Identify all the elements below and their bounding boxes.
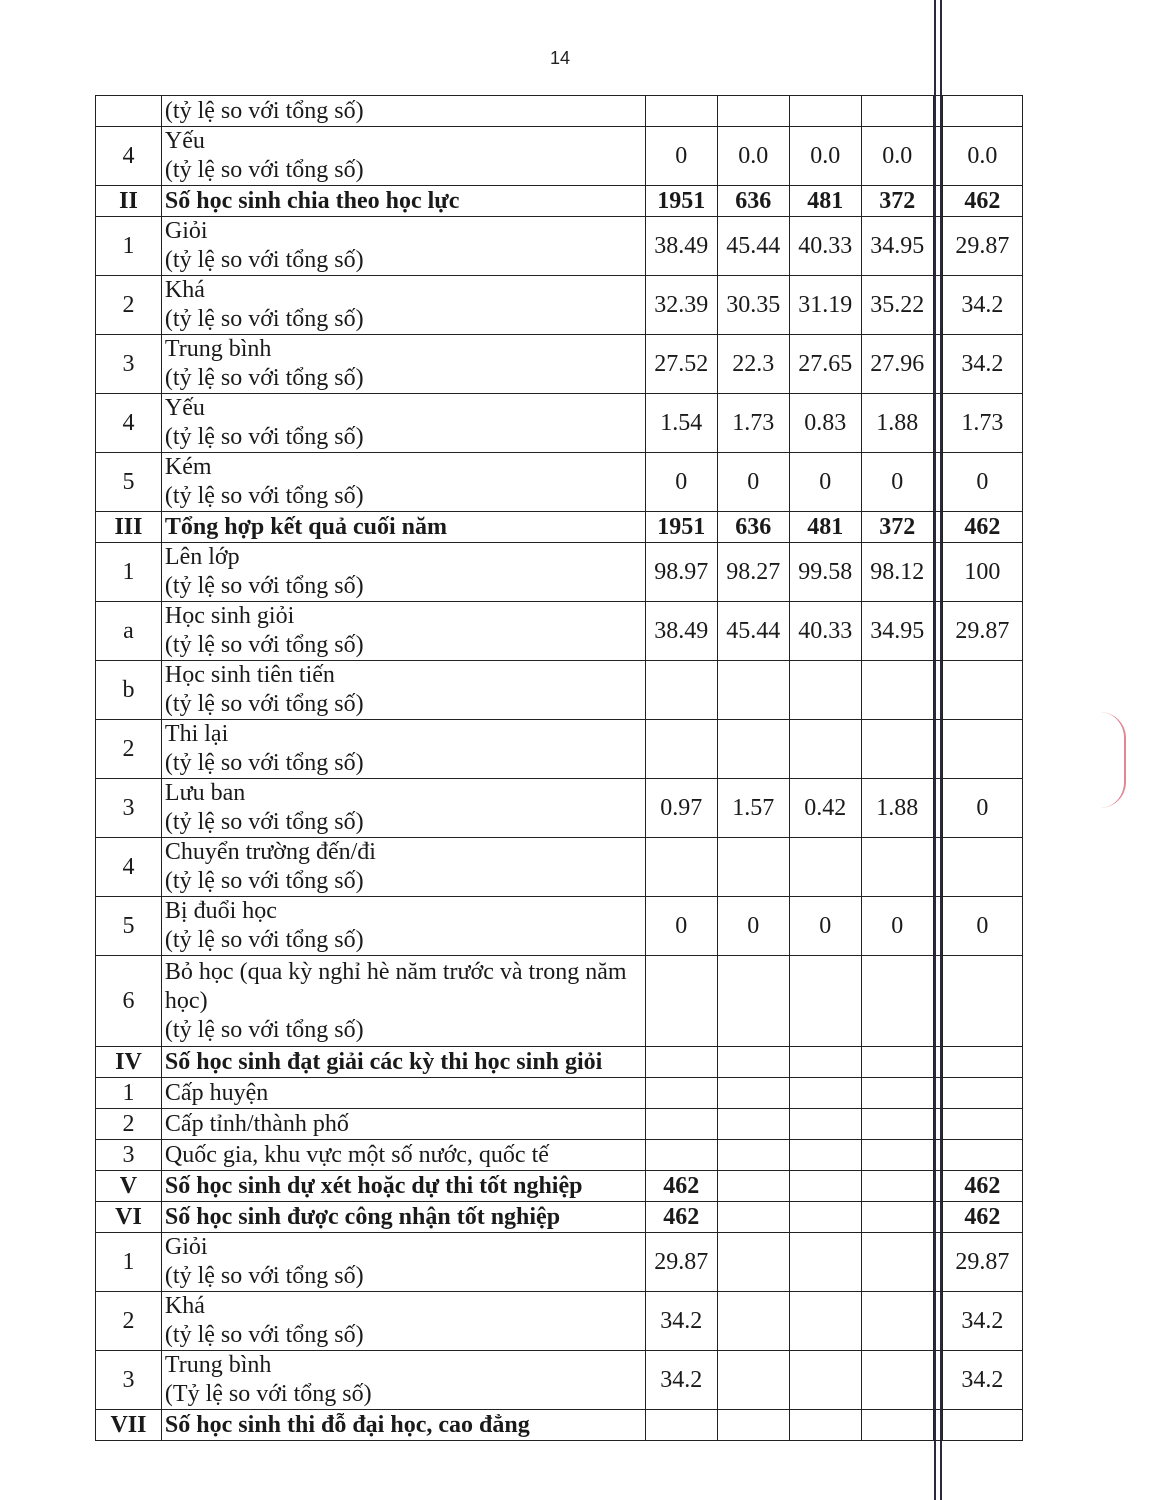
gap-cell [933, 897, 942, 956]
value-cell [861, 1410, 933, 1441]
total-cell: 34.2 [942, 1292, 1022, 1351]
value-cell [717, 1140, 789, 1171]
table-row [96, 96, 1023, 127]
row-number: III [96, 512, 162, 543]
row-number: II [96, 186, 162, 217]
row-label [161, 1171, 645, 1202]
value-cell [717, 661, 789, 720]
value-cell [861, 1351, 933, 1410]
total-cell: 462 [942, 1202, 1022, 1233]
row-title: Khá [164, 277, 205, 303]
row-label [161, 1292, 645, 1351]
row-number: 3 [96, 1351, 162, 1410]
value-cell [717, 1171, 789, 1202]
row-label [161, 602, 645, 661]
value-cell [789, 1351, 861, 1410]
row-number: 2 [96, 1292, 162, 1351]
value-cell: 0 [789, 897, 861, 956]
value-cell [717, 838, 789, 897]
table-row [96, 453, 1023, 512]
value-cell: 29.87 [645, 1233, 717, 1292]
row-label [161, 217, 645, 276]
row-label [161, 335, 645, 394]
table-row [96, 127, 1023, 186]
value-cell: 0.83 [789, 394, 861, 453]
value-cell [645, 838, 717, 897]
table-row [96, 394, 1023, 453]
row-label [161, 543, 645, 602]
row-subtitle: (tỷ lệ so với tổng số) [164, 157, 364, 183]
row-label [161, 1109, 645, 1140]
row-number: 4 [96, 394, 162, 453]
table-row [96, 1047, 1023, 1078]
value-cell: 0 [645, 897, 717, 956]
row-title: Số học sinh đạt giải các kỳ thi học sinh giỏi [164, 1048, 603, 1075]
table-row [96, 956, 1023, 1047]
row-number: 1 [96, 1233, 162, 1292]
value-cell: 38.49 [645, 217, 717, 276]
value-cell: 1.88 [861, 779, 933, 838]
row-title: Yếu [164, 395, 205, 421]
value-cell [789, 1171, 861, 1202]
value-cell [861, 96, 933, 127]
gap-cell [933, 1140, 942, 1171]
row-number: 5 [96, 897, 162, 956]
value-cell [789, 1140, 861, 1171]
table-row [96, 1292, 1023, 1351]
table-row [96, 1202, 1023, 1233]
value-cell [861, 1047, 933, 1078]
value-cell: 0 [645, 453, 717, 512]
row-number: V [96, 1171, 162, 1202]
gap-cell [933, 779, 942, 838]
gap-cell [933, 217, 942, 276]
row-label [161, 96, 645, 127]
gap-cell [933, 1078, 942, 1109]
gap-cell [933, 1109, 942, 1140]
value-cell [645, 1410, 717, 1441]
total-cell: 0 [942, 453, 1022, 512]
gap-cell [933, 543, 942, 602]
value-cell [789, 661, 861, 720]
gap-cell [933, 1233, 942, 1292]
table-row [96, 779, 1023, 838]
row-title: Lên lớp [164, 544, 240, 570]
total-cell [942, 96, 1022, 127]
value-cell [717, 1292, 789, 1351]
gap-cell [933, 96, 942, 127]
total-cell [942, 838, 1022, 897]
value-cell [789, 96, 861, 127]
gap-cell [933, 186, 942, 217]
table-row [96, 1078, 1023, 1109]
value-cell [717, 720, 789, 779]
row-label [161, 1047, 645, 1078]
stamp-mark [1100, 712, 1126, 808]
value-cell [861, 661, 933, 720]
row-label [161, 1410, 645, 1441]
total-cell: 29.87 [942, 602, 1022, 661]
total-cell [942, 1410, 1022, 1441]
row-subtitle: (tỷ lệ so với tổng số) [164, 750, 364, 776]
value-cell [717, 96, 789, 127]
total-cell [942, 956, 1022, 1047]
row-subtitle: (tỷ lệ so với tổng số) [164, 306, 364, 332]
value-cell [789, 1410, 861, 1441]
value-cell: 462 [645, 1171, 717, 1202]
value-cell [789, 1078, 861, 1109]
table-row [96, 720, 1023, 779]
total-cell: 0 [942, 897, 1022, 956]
row-number: 4 [96, 127, 162, 186]
row-number: IV [96, 1047, 162, 1078]
value-cell: 34.95 [861, 602, 933, 661]
value-cell: 45.44 [717, 602, 789, 661]
page-number: 14 [549, 48, 571, 68]
gap-cell [933, 1292, 942, 1351]
table-row [96, 1233, 1023, 1292]
value-cell: 372 [861, 512, 933, 543]
gap-cell [933, 1171, 942, 1202]
value-cell [645, 661, 717, 720]
value-cell [645, 720, 717, 779]
gap-cell [933, 335, 942, 394]
gap-cell [933, 276, 942, 335]
table-row [96, 276, 1023, 335]
row-label [161, 661, 645, 720]
row-title: Số học sinh chia theo học lực [164, 187, 460, 214]
row-label [161, 720, 645, 779]
row-subtitle: (tỷ lệ so với tổng số) [164, 632, 364, 658]
value-cell: 38.49 [645, 602, 717, 661]
total-cell: 0 [942, 779, 1022, 838]
table-row [96, 1109, 1023, 1140]
row-number: 3 [96, 335, 162, 394]
value-cell: 0.0 [861, 127, 933, 186]
gap-cell [933, 453, 942, 512]
row-number: VII [96, 1410, 162, 1441]
total-cell [942, 1109, 1022, 1140]
row-label [161, 1078, 645, 1109]
value-cell: 31.19 [789, 276, 861, 335]
value-cell [789, 720, 861, 779]
row-label [161, 1202, 645, 1233]
value-cell [645, 96, 717, 127]
value-cell [861, 1171, 933, 1202]
row-number: a [96, 602, 162, 661]
statistics-table [95, 95, 1023, 1441]
row-subtitle: (tỷ lệ so với tổng số) [164, 1322, 364, 1348]
value-cell: 34.95 [861, 217, 933, 276]
row-number: 1 [96, 217, 162, 276]
gap-cell [933, 512, 942, 543]
row-number [96, 96, 162, 127]
value-cell: 40.33 [789, 602, 861, 661]
row-title: Tổng hợp kết quả cuối năm [164, 513, 447, 540]
row-title: Giỏi [164, 1234, 208, 1260]
value-cell [717, 956, 789, 1047]
total-cell: 29.87 [942, 217, 1022, 276]
value-cell [789, 1109, 861, 1140]
row-title: Chuyển trường đến/đi [164, 839, 376, 865]
value-cell: 481 [789, 186, 861, 217]
row-subtitle: (tỷ lệ so với tổng số) [164, 1016, 364, 1043]
value-cell [789, 1233, 861, 1292]
value-cell [861, 956, 933, 1047]
row-number: 2 [96, 276, 162, 335]
row-label [161, 897, 645, 956]
value-cell: 1951 [645, 512, 717, 543]
value-cell: 0.42 [789, 779, 861, 838]
value-cell [645, 1047, 717, 1078]
value-cell: 0.0 [717, 127, 789, 186]
value-cell [717, 1351, 789, 1410]
row-subtitle: (Tỷ lệ so với tổng số) [164, 1381, 372, 1407]
value-cell: 0 [789, 453, 861, 512]
value-cell [717, 1047, 789, 1078]
total-cell: 34.2 [942, 1351, 1022, 1410]
table-row [96, 1140, 1023, 1171]
value-cell: 636 [717, 512, 789, 543]
value-cell [861, 1292, 933, 1351]
row-label [161, 453, 645, 512]
row-number: 1 [96, 543, 162, 602]
gap-cell [933, 661, 942, 720]
row-subtitle: (tỷ lệ so với tổng số) [164, 1263, 364, 1289]
value-cell: 0.0 [789, 127, 861, 186]
value-cell: 45.44 [717, 217, 789, 276]
value-cell: 99.58 [789, 543, 861, 602]
row-title: Số học sinh thi đỗ đại học, cao đẳng [164, 1411, 530, 1438]
row-subtitle: (tỷ lệ so với tổng số) [164, 927, 364, 953]
value-cell: 636 [717, 186, 789, 217]
value-cell [861, 838, 933, 897]
row-number: 2 [96, 1109, 162, 1140]
gap-cell [933, 1351, 942, 1410]
row-label [161, 186, 645, 217]
row-title: Trung bình [164, 336, 272, 362]
row-label [161, 779, 645, 838]
gap-cell [933, 1202, 942, 1233]
value-cell [861, 1202, 933, 1233]
row-subtitle: (tỷ lệ so với tổng số) [164, 809, 364, 835]
total-cell: 462 [942, 186, 1022, 217]
value-cell [645, 1078, 717, 1109]
total-cell: 29.87 [942, 1233, 1022, 1292]
value-cell: 0 [861, 897, 933, 956]
row-label [161, 394, 645, 453]
row-title: Giỏi [164, 218, 208, 244]
value-cell: 0 [645, 127, 717, 186]
value-cell: 1.54 [645, 394, 717, 453]
row-title: Lưu ban [164, 780, 246, 806]
total-cell: 462 [942, 512, 1022, 543]
value-cell [789, 838, 861, 897]
row-title: Bỏ học (qua kỳ nghỉ hè năm trước và trong năm học) [164, 958, 627, 1014]
value-cell [861, 720, 933, 779]
row-label [161, 127, 645, 186]
total-cell [942, 1047, 1022, 1078]
row-subtitle: (tỷ lệ so với tổng số) [164, 247, 364, 273]
table-row [96, 543, 1023, 602]
row-number: VI [96, 1202, 162, 1233]
value-cell: 34.2 [645, 1351, 717, 1410]
value-cell: 32.39 [645, 276, 717, 335]
row-subtitle: (tỷ lệ so với tổng số) [164, 365, 364, 391]
value-cell: 27.52 [645, 335, 717, 394]
total-cell: 34.2 [942, 335, 1022, 394]
value-cell [717, 1202, 789, 1233]
row-label [161, 1233, 645, 1292]
value-cell [789, 1047, 861, 1078]
row-number: b [96, 661, 162, 720]
value-cell [861, 1109, 933, 1140]
value-cell: 40.33 [789, 217, 861, 276]
row-number: 3 [96, 779, 162, 838]
row-label [161, 956, 645, 1047]
value-cell: 22.3 [717, 335, 789, 394]
value-cell [789, 956, 861, 1047]
value-cell: 481 [789, 512, 861, 543]
value-cell: 0 [717, 453, 789, 512]
row-number: 5 [96, 453, 162, 512]
row-number: 6 [96, 956, 162, 1047]
row-title: Bị đuổi học [164, 898, 277, 924]
value-cell [645, 1140, 717, 1171]
row-number: 2 [96, 720, 162, 779]
row-title: Cấp tỉnh/thành phố [164, 1110, 349, 1137]
row-subtitle: (tỷ lệ so với tổng số) [164, 868, 364, 894]
gap-cell [933, 720, 942, 779]
value-cell: 35.22 [861, 276, 933, 335]
total-cell [942, 661, 1022, 720]
value-cell: 98.12 [861, 543, 933, 602]
row-number: 4 [96, 838, 162, 897]
value-cell [861, 1140, 933, 1171]
table-row [96, 1171, 1023, 1202]
row-title: Quốc gia, khu vực một số nước, quốc tế [164, 1141, 549, 1168]
row-label [161, 1140, 645, 1171]
value-cell [717, 1233, 789, 1292]
value-cell: 98.27 [717, 543, 789, 602]
value-cell: 1951 [645, 186, 717, 217]
value-cell: 30.35 [717, 276, 789, 335]
row-label [161, 838, 645, 897]
row-subtitle: (tỷ lệ so với tổng số) [164, 424, 364, 450]
value-cell: 1.88 [861, 394, 933, 453]
row-subtitle: (tỷ lệ so với tổng số) [164, 97, 364, 124]
value-cell [861, 1233, 933, 1292]
value-cell [789, 1292, 861, 1351]
gap-cell [933, 1410, 942, 1441]
value-cell [717, 1410, 789, 1441]
gap-cell [933, 956, 942, 1047]
value-cell: 0.97 [645, 779, 717, 838]
row-label [161, 276, 645, 335]
table-row [96, 661, 1023, 720]
value-cell [789, 1202, 861, 1233]
row-title: Số học sinh được công nhận tốt nghiệp [164, 1203, 561, 1230]
row-label [161, 1351, 645, 1410]
gap-cell [933, 602, 942, 661]
gap-cell [933, 1047, 942, 1078]
value-cell: 462 [645, 1202, 717, 1233]
table-row [96, 335, 1023, 394]
table-row [96, 1351, 1023, 1410]
row-number: 1 [96, 1078, 162, 1109]
table-row [96, 897, 1023, 956]
value-cell [645, 956, 717, 1047]
value-cell: 27.96 [861, 335, 933, 394]
total-cell: 100 [942, 543, 1022, 602]
table-row [96, 217, 1023, 276]
value-cell: 0 [717, 897, 789, 956]
total-cell: 1.73 [942, 394, 1022, 453]
row-title: Học sinh giỏi [164, 603, 295, 629]
row-title: Yếu [164, 128, 205, 154]
row-subtitle: (tỷ lệ so với tổng số) [164, 691, 364, 717]
row-title: Cấp huyện [164, 1079, 269, 1106]
table-row [96, 1410, 1023, 1441]
row-title: Học sinh tiên tiến [164, 662, 335, 688]
total-cell: 0.0 [942, 127, 1022, 186]
gap-cell [933, 394, 942, 453]
table-row [96, 602, 1023, 661]
value-cell [717, 1078, 789, 1109]
value-cell: 372 [861, 186, 933, 217]
value-cell: 1.73 [717, 394, 789, 453]
value-cell: 98.97 [645, 543, 717, 602]
value-cell: 0 [861, 453, 933, 512]
row-subtitle: (tỷ lệ so với tổng số) [164, 483, 364, 509]
total-cell: 34.2 [942, 276, 1022, 335]
total-cell [942, 720, 1022, 779]
row-title: Kém [164, 454, 212, 480]
value-cell [717, 1109, 789, 1140]
gap-cell [933, 838, 942, 897]
row-title: Khá [164, 1293, 205, 1319]
value-cell: 1.57 [717, 779, 789, 838]
value-cell: 34.2 [645, 1292, 717, 1351]
table-row [96, 186, 1023, 217]
row-number: 3 [96, 1140, 162, 1171]
table-row [96, 512, 1023, 543]
value-cell [861, 1078, 933, 1109]
row-subtitle: (tỷ lệ so với tổng số) [164, 573, 364, 599]
value-cell [645, 1109, 717, 1140]
row-title: Thi lại [164, 721, 229, 747]
row-title: Số học sinh dự xét hoặc dự thi tốt nghiệp [164, 1172, 583, 1199]
total-cell: 462 [942, 1171, 1022, 1202]
table-row [96, 838, 1023, 897]
gap-cell [933, 127, 942, 186]
value-cell: 27.65 [789, 335, 861, 394]
total-cell [942, 1140, 1022, 1171]
row-label [161, 512, 645, 543]
total-cell [942, 1078, 1022, 1109]
row-title: Trung bình [164, 1352, 272, 1378]
